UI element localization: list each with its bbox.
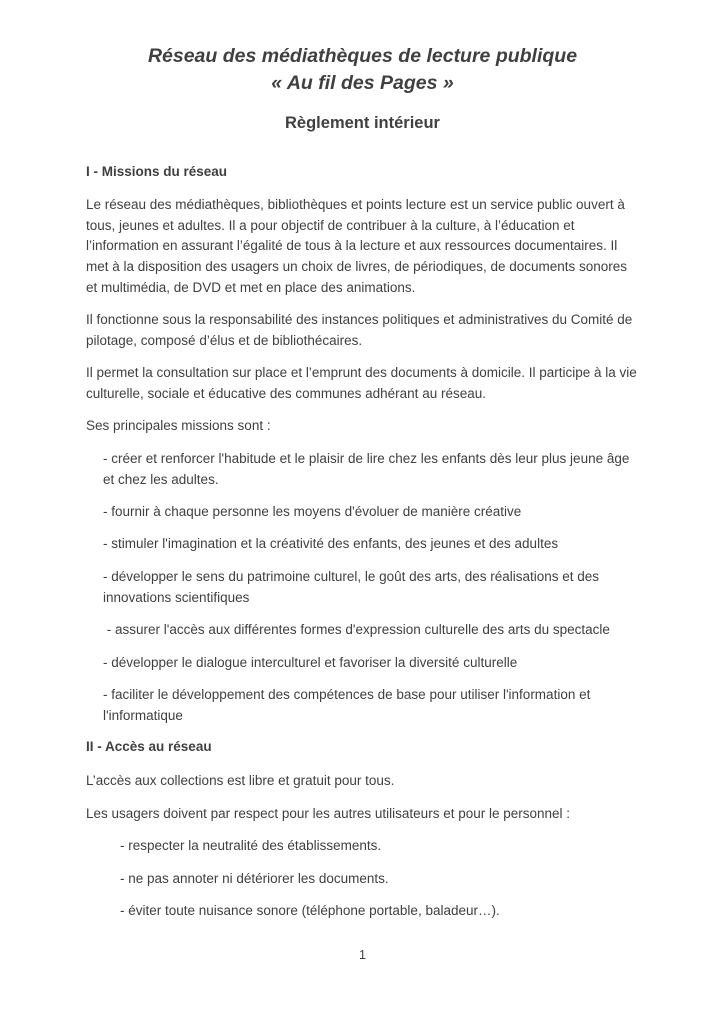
- mission-item: - stimuler l'imagination et la créativité des enfants, des jeunes et des adultes: [103, 536, 559, 551]
- mission-item: - développer le dialogue interculturel et favoriser la diversité culturelle: [103, 655, 518, 670]
- rule-item: - respecter la neutralité des établissements.: [120, 838, 382, 853]
- document-title-line2: « Au fil des Pages »: [271, 72, 454, 94]
- rule-item: - éviter toute nuisance sonore (téléphone portable, baladeur…).: [120, 903, 500, 918]
- paragraph: L’accès aux collections est libre et gratuit pour tous.: [86, 773, 395, 788]
- mission-item: - assurer l'accès aux différentes formes d'expression culturelle des arts du spectacle: [103, 622, 610, 637]
- section-heading-missions: I - Missions du réseau: [86, 164, 228, 179]
- paragraph: Ses principales missions sont :: [86, 418, 271, 433]
- mission-item: - développer le sens du patrimoine culturel, le goût des arts, des réalisations et des innovations scientifiques: [103, 569, 600, 605]
- mission-item: - faciliter le développement des compétences de base pour utiliser l'information et l'informatique: [103, 687, 591, 723]
- mission-item: - fournir à chaque personne les moyens d'évoluer de manière créative: [103, 504, 522, 519]
- paragraph: Le réseau des médiathèques, bibliothèques et points lecture est un service public ouvert à tous, jeunes et adultes. Il a pour objectif de contribuer à la culture, à l’éducation et l’information en assurant l’égalité de tous à la lecture et aux ressources documentaires. Il met à la disposition des usagers un choix de livres, de périodiques, de documents sonores et multimédia, de DVD et met en place des animations.: [86, 197, 628, 295]
- section-heading-acces: II - Accès au réseau: [86, 739, 212, 754]
- page-number: 1: [359, 948, 366, 962]
- document-title-line1: Réseau des médiathèques de lecture publique: [147, 45, 578, 67]
- rule-item: - ne pas annoter ni détériorer les documents.: [120, 871, 389, 886]
- paragraph: Les usagers doivent par respect pour les autres utilisateurs et pour le personnel :: [86, 806, 571, 821]
- document-subtitle: Règlement intérieur: [285, 114, 440, 132]
- paragraph: Il fonctionne sous la responsabilité des instances politiques et administratives du Comité de pilotage, composé d’élus et de bibliothécaires.: [86, 312, 633, 348]
- paragraph: Il permet la consultation sur place et l’emprunt des documents à domicile. Il participe à la vie culturelle, sociale et éducative des communes adhérant au réseau.: [86, 365, 637, 401]
- mission-item: - créer et renforcer l'habitude et le plaisir de lire chez les enfants dès leur plus jeune âge et chez les adultes.: [103, 451, 630, 487]
